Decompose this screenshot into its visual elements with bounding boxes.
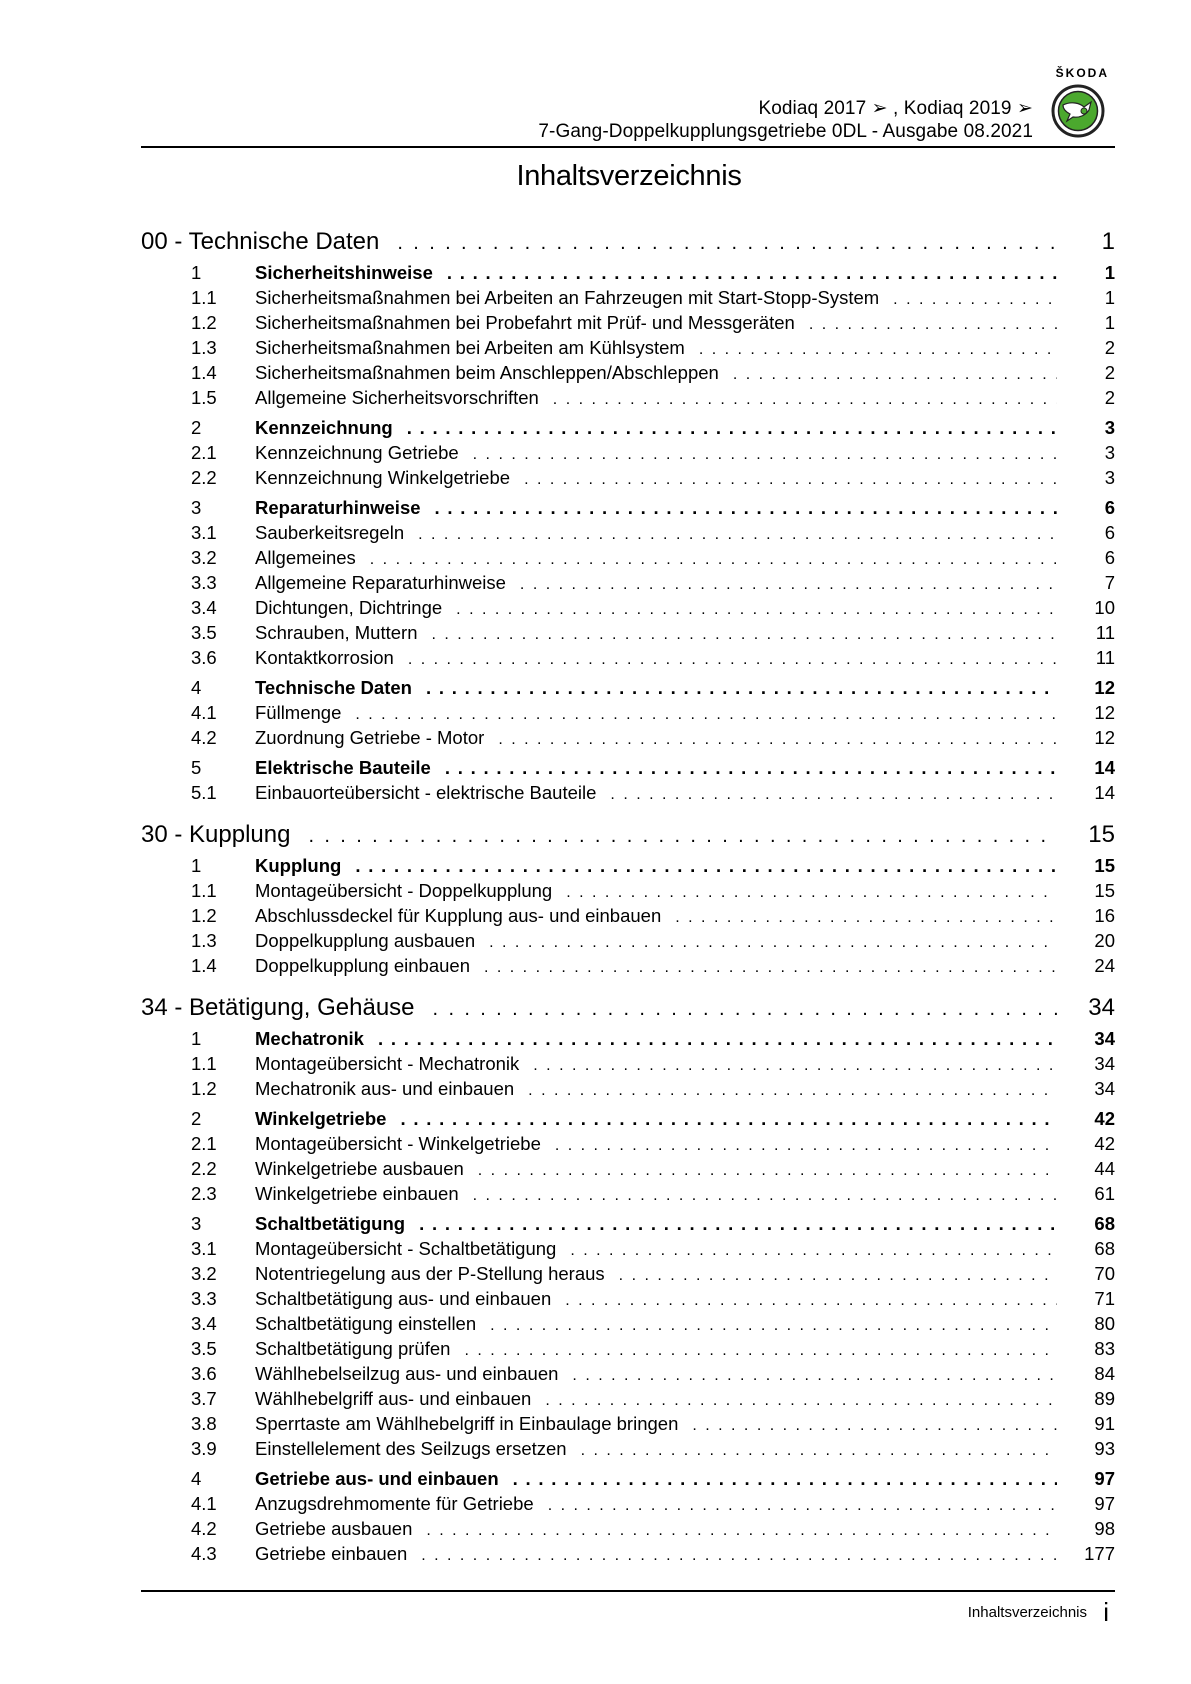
- toc-entry-number: 2.2: [191, 467, 217, 488]
- toc-entry-number: 2.2: [191, 1158, 217, 1179]
- toc-sub-row[interactable]: [191, 880, 1115, 905]
- toc-sub-row[interactable]: [191, 547, 1115, 572]
- toc-entry-number: 2.1: [191, 1133, 217, 1154]
- toc-section-row[interactable]: [191, 497, 1115, 522]
- toc-entry-number: 3.6: [191, 1363, 217, 1384]
- toc-entry-page[interactable]: 2: [1104, 362, 1115, 383]
- toc-entry-page[interactable]: 84: [1094, 1363, 1115, 1384]
- footer-label: Inhaltsverzeichnis: [967, 1604, 1087, 1621]
- toc-entry-title[interactable]: Doppelkupplung ausbauen: [255, 930, 476, 951]
- toc-entry-title[interactable]: Getriebe ausbauen: [255, 1518, 413, 1539]
- dot-leader: [528, 1082, 1057, 1100]
- toc-entry-title[interactable]: Schrauben, Muttern: [255, 622, 418, 643]
- toc-section-row[interactable]: [191, 855, 1115, 880]
- toc-entry-title[interactable]: Winkelgetriebe: [255, 1108, 387, 1129]
- dot-leader: [619, 1267, 1057, 1285]
- toc-entry-page[interactable]: 42: [1094, 1108, 1115, 1129]
- toc-entry-page[interactable]: 11: [1095, 622, 1115, 643]
- toc-entry-title[interactable]: Kennzeichnung: [255, 417, 393, 438]
- dot-leader: [572, 1367, 1057, 1385]
- dot-leader: [378, 1028, 1057, 1050]
- dot-leader: [397, 232, 1057, 255]
- toc-sub-row[interactable]: [191, 442, 1115, 467]
- dot-leader: [490, 1317, 1057, 1335]
- toc-entry-number: 1.2: [191, 312, 217, 333]
- toc-sub-row[interactable]: [191, 1288, 1115, 1313]
- dot-leader: [489, 934, 1057, 952]
- toc-entry-number: 1.4: [191, 955, 217, 976]
- toc-entry-title[interactable]: Kontaktkorrosion: [255, 647, 394, 668]
- dot-leader: [484, 959, 1057, 977]
- page-title: Inhaltsverzeichnis: [516, 160, 742, 192]
- toc-entry-title[interactable]: Allgemeine Sicherheitsvorschriften: [255, 387, 539, 408]
- toc-entry-page[interactable]: 68: [1094, 1238, 1115, 1259]
- dot-leader: [426, 1522, 1057, 1540]
- toc-entry-page[interactable]: 89: [1094, 1388, 1115, 1409]
- toc-entry-number: 2: [191, 417, 202, 438]
- toc-entry-number: 4.1: [191, 1493, 217, 1514]
- toc-entry-number: 3: [191, 1213, 202, 1234]
- toc-entry-page[interactable]: 34: [1094, 1078, 1115, 1099]
- toc-section-row[interactable]: [191, 417, 1115, 442]
- toc-entry-number: 3.6: [191, 647, 217, 668]
- toc-entry-title[interactable]: Sperrtaste am Wählhebelgriff in Einbaulage bringen: [255, 1413, 679, 1434]
- dot-leader: [545, 1392, 1057, 1410]
- toc-sub-row[interactable]: [191, 362, 1115, 387]
- toc-sub-row[interactable]: [191, 1438, 1115, 1463]
- toc-sub-row[interactable]: [191, 312, 1115, 337]
- page-header: [141, 66, 1115, 148]
- toc-sub-row[interactable]: [191, 1413, 1115, 1438]
- toc-entry-page[interactable]: 61: [1094, 1183, 1115, 1204]
- header-models: Kodiaq 2017 ➢ , Kodiaq 2019 ➢: [758, 98, 1033, 119]
- toc-entry-page[interactable]: 71: [1094, 1288, 1115, 1309]
- toc-entry-page[interactable]: 93: [1094, 1438, 1115, 1459]
- toc-entry-number: 1: [191, 855, 202, 876]
- toc-entry-title[interactable]: Schaltbetätigung aus- und einbauen: [255, 1288, 552, 1309]
- toc-sub-row[interactable]: [191, 727, 1115, 752]
- toc-entry-number: 3.2: [191, 547, 217, 568]
- toc-entry-title[interactable]: Wählhebelgriff aus- und einbauen: [255, 1388, 532, 1409]
- dot-leader: [520, 576, 1057, 594]
- toc-entry-number: 1.1: [191, 880, 217, 901]
- toc-entry-title[interactable]: Schaltbetätigung einstellen: [255, 1313, 477, 1334]
- toc-entry-page[interactable]: 14: [1094, 782, 1115, 803]
- toc-entry-number: 2: [191, 1108, 202, 1129]
- toc-entry-page[interactable]: 14: [1094, 757, 1115, 778]
- toc-sub-row[interactable]: [191, 1493, 1115, 1518]
- toc-entry-page[interactable]: 10: [1094, 597, 1115, 618]
- toc-chapter-row[interactable]: [141, 228, 1115, 260]
- toc-sub-row[interactable]: [191, 702, 1115, 727]
- toc-entry-title[interactable]: Kennzeichnung Winkelgetriebe: [255, 467, 511, 488]
- toc-sub-row[interactable]: [191, 955, 1115, 980]
- toc-entry-title[interactable]: Elektrische Bauteile: [255, 757, 431, 778]
- toc-entry-number: 4.2: [191, 1518, 217, 1539]
- toc-entry-page[interactable]: 12: [1094, 727, 1115, 748]
- dot-leader: [675, 909, 1057, 927]
- toc-sub-row[interactable]: [191, 647, 1115, 672]
- dot-leader: [893, 291, 1057, 309]
- toc-sub-row[interactable]: [191, 1238, 1115, 1263]
- dot-leader: [548, 1497, 1057, 1515]
- toc-entry-page[interactable]: 7: [1104, 572, 1115, 593]
- toc-entry-title[interactable]: Schaltbetätigung prüfen: [255, 1338, 451, 1359]
- toc-entry-number: 2.1: [191, 442, 217, 463]
- header-rule: [141, 146, 1115, 148]
- toc-entry-page[interactable]: 16: [1094, 905, 1115, 926]
- toc-entry-page[interactable]: 24: [1094, 955, 1115, 976]
- toc-entry-number: 3: [191, 497, 202, 518]
- toc-sub-row[interactable]: [191, 1363, 1115, 1388]
- toc-entry-page[interactable]: 1: [1104, 287, 1115, 308]
- dot-leader: [447, 262, 1057, 284]
- toc-entry-number: 3.3: [191, 572, 217, 593]
- toc-entry-title[interactable]: Schaltbetätigung: [255, 1213, 406, 1234]
- toc-entry-page[interactable]: 20: [1094, 930, 1115, 951]
- toc-entry-page[interactable]: 91: [1094, 1413, 1115, 1434]
- dot-leader: [533, 1057, 1057, 1075]
- toc-sub-row[interactable]: [191, 1053, 1115, 1078]
- toc-entry-page[interactable]: 70: [1094, 1263, 1115, 1284]
- toc-entry-number: 2.3: [191, 1183, 217, 1204]
- toc-entry-number: 4.2: [191, 727, 217, 748]
- toc-sub-row[interactable]: [191, 1078, 1115, 1103]
- footer-page-number: i: [1103, 1597, 1109, 1627]
- toc-sub-row[interactable]: [191, 467, 1115, 492]
- dot-leader: [565, 1292, 1057, 1310]
- dot-leader: [370, 551, 1057, 569]
- dot-leader: [809, 316, 1057, 334]
- toc-entry-title[interactable]: 00 - Technische Daten: [141, 228, 380, 255]
- toc-entry-title[interactable]: 34 - Betätigung, Gehäuse: [141, 994, 415, 1021]
- toc-section-row[interactable]: [191, 757, 1115, 782]
- toc-entry-page[interactable]: 12: [1094, 702, 1115, 723]
- skoda-logo-icon: [1051, 84, 1105, 138]
- toc-entry-title[interactable]: Reparaturhinweise: [255, 497, 421, 518]
- dot-leader: [553, 391, 1057, 409]
- toc-entry-title[interactable]: Montageübersicht - Mechatronik: [255, 1053, 520, 1074]
- dot-leader: [419, 1213, 1057, 1235]
- toc-entry-title[interactable]: Montageübersicht - Doppelkupplung: [255, 880, 553, 901]
- toc-entry-page[interactable]: 12: [1094, 677, 1115, 698]
- dot-leader: [308, 825, 1057, 848]
- toc-entry-number: 5.1: [191, 782, 217, 803]
- toc-entry-page[interactable]: 2: [1104, 387, 1115, 408]
- dot-leader: [431, 626, 1057, 644]
- dot-leader: [400, 1108, 1057, 1130]
- toc-entry-page[interactable]: 2: [1104, 337, 1115, 358]
- dot-leader: [456, 601, 1057, 619]
- toc-entry-page[interactable]: 44: [1094, 1158, 1115, 1179]
- toc-section-row[interactable]: [191, 262, 1115, 287]
- toc-entry-number: 3.5: [191, 1338, 217, 1359]
- toc-entry-number: 1.1: [191, 287, 217, 308]
- toc-sub-row[interactable]: [191, 1133, 1115, 1158]
- toc-entry-number: 1.2: [191, 905, 217, 926]
- toc-entry-page[interactable]: 97: [1094, 1493, 1115, 1514]
- toc-entry-page[interactable]: 1: [1104, 262, 1115, 283]
- toc-entry-number: 1.2: [191, 1078, 217, 1099]
- toc-entry-page[interactable]: 42: [1094, 1133, 1115, 1154]
- toc-sub-row[interactable]: [191, 1338, 1115, 1363]
- toc-sub-row[interactable]: [191, 930, 1115, 955]
- toc-entry-title[interactable]: Zuordnung Getriebe - Motor: [255, 727, 485, 748]
- toc-entry-title[interactable]: Sicherheitsmaßnahmen beim Anschleppen/Abschleppen: [255, 362, 719, 383]
- toc-entry-page[interactable]: 68: [1094, 1213, 1115, 1234]
- toc-sub-row[interactable]: [191, 572, 1115, 597]
- toc-sub-row[interactable]: [191, 287, 1115, 312]
- toc-sub-row[interactable]: [191, 1543, 1115, 1568]
- dot-leader: [445, 757, 1057, 779]
- dot-leader: [433, 998, 1057, 1021]
- toc-section-row[interactable]: [191, 1028, 1115, 1053]
- toc-sub-row[interactable]: [191, 622, 1115, 647]
- table-of-contents: [141, 228, 1115, 1568]
- toc-entry-number: 5: [191, 757, 202, 778]
- toc-entry-page[interactable]: 1: [1101, 228, 1115, 255]
- dot-leader: [555, 1137, 1057, 1155]
- toc-entry-title[interactable]: Wählhebelseilzug aus- und einbauen: [255, 1363, 559, 1384]
- toc-entry-title[interactable]: Getriebe aus- und einbauen: [255, 1468, 499, 1489]
- toc-sub-row[interactable]: [191, 1313, 1115, 1338]
- toc-entry-title[interactable]: Dichtungen, Dichtringe: [255, 597, 443, 618]
- toc-sub-row[interactable]: [191, 905, 1115, 930]
- toc-entry-title[interactable]: Sicherheitsmaßnahmen bei Arbeiten an Fahrzeugen mit Start-Stopp-System: [255, 287, 880, 308]
- toc-section-row[interactable]: [191, 1108, 1115, 1133]
- toc-entry-number: 3.1: [191, 1238, 217, 1259]
- toc-entry-title[interactable]: Montageübersicht - Winkelgetriebe: [255, 1133, 541, 1154]
- toc-entry-number: 3.8: [191, 1413, 217, 1434]
- toc-entry-title[interactable]: Sicherheitsmaßnahmen bei Arbeiten am Kühlsystem: [255, 337, 685, 358]
- toc-entry-page[interactable]: 15: [1094, 855, 1115, 876]
- toc-entry-number: 3.4: [191, 597, 217, 618]
- toc-sub-row[interactable]: [191, 782, 1115, 807]
- dot-leader: [473, 446, 1057, 464]
- toc-entry-title[interactable]: Kennzeichnung Getriebe: [255, 442, 459, 463]
- toc-entry-page[interactable]: 15: [1094, 880, 1115, 901]
- toc-entry-number: 3.9: [191, 1438, 217, 1459]
- toc-section-row[interactable]: [191, 1213, 1115, 1238]
- toc-entry-page[interactable]: 1: [1104, 312, 1115, 333]
- toc-entry-page[interactable]: 6: [1104, 497, 1115, 518]
- dot-leader: [699, 341, 1057, 359]
- toc-sub-row[interactable]: [191, 597, 1115, 622]
- toc-entry-title[interactable]: 30 - Kupplung: [141, 821, 291, 848]
- toc-entry-title[interactable]: Mechatronik aus- und einbauen: [255, 1078, 515, 1099]
- toc-entry-title[interactable]: Technische Daten: [255, 677, 412, 698]
- toc-entry-page[interactable]: 6: [1104, 522, 1115, 543]
- toc-entry-title[interactable]: Allgemeine Reparaturhinweise: [255, 572, 506, 593]
- toc-entry-number: 1: [191, 262, 202, 283]
- toc-entry-number: 4: [191, 677, 202, 698]
- toc-entry-title[interactable]: Sicherheitshinweise: [255, 262, 433, 283]
- toc-entry-page[interactable]: 177: [1084, 1543, 1115, 1564]
- dot-leader: [478, 1162, 1057, 1180]
- dot-leader: [426, 677, 1057, 699]
- toc-entry-number: 1.1: [191, 1053, 217, 1074]
- dot-leader: [421, 1547, 1057, 1565]
- toc-entry-title[interactable]: Sicherheitsmaßnahmen bei Probefahrt mit Prüf- und Messgeräten: [255, 312, 795, 333]
- toc-chapter-row[interactable]: [141, 821, 1115, 853]
- dot-leader: [498, 731, 1057, 749]
- toc-entry-title[interactable]: Einbauorteübersicht - elektrische Bauteile: [255, 782, 597, 803]
- toc-entry-number: 3.1: [191, 522, 217, 543]
- toc-entry-page[interactable]: 3: [1104, 442, 1115, 463]
- toc-entry-title[interactable]: Getriebe einbauen: [255, 1543, 408, 1564]
- toc-entry-title[interactable]: Sauberkeitsregeln: [255, 522, 405, 543]
- toc-entry-page[interactable]: 6: [1104, 547, 1115, 568]
- toc-entry-title[interactable]: Einstellelement des Seilzugs ersetzen: [255, 1438, 567, 1459]
- toc-entry-number: 1: [191, 1028, 202, 1049]
- dot-leader: [733, 366, 1057, 384]
- toc-entry-number: 4.3: [191, 1543, 217, 1564]
- toc-entry-page[interactable]: 98: [1094, 1518, 1115, 1539]
- toc-entry-number: 4.1: [191, 702, 217, 723]
- toc-entry-page[interactable]: 97: [1094, 1468, 1115, 1489]
- toc-entry-number: 3.7: [191, 1388, 217, 1409]
- toc-entry-number: 1.3: [191, 930, 217, 951]
- toc-chapter-row[interactable]: [141, 994, 1115, 1026]
- brand-wordmark: ŠKODA: [1055, 66, 1109, 80]
- toc-entry-page[interactable]: 34: [1094, 1053, 1115, 1074]
- dot-leader: [464, 1342, 1057, 1360]
- dot-leader: [513, 1468, 1057, 1490]
- toc-entry-title[interactable]: Doppelkupplung einbauen: [255, 955, 470, 976]
- toc-sub-row[interactable]: [191, 1183, 1115, 1208]
- dot-leader: [418, 526, 1057, 544]
- toc-entry-page[interactable]: 80: [1094, 1313, 1115, 1334]
- toc-entry-page[interactable]: 15: [1088, 821, 1115, 848]
- toc-entry-title[interactable]: Mechatronik: [255, 1028, 364, 1049]
- dot-leader: [408, 651, 1057, 669]
- toc-entry-title[interactable]: Anzugsdrehmomente für Getriebe: [255, 1493, 534, 1514]
- toc-sub-row[interactable]: [191, 337, 1115, 362]
- toc-entry-number: 1.3: [191, 337, 217, 358]
- dot-leader: [407, 417, 1057, 439]
- dot-leader: [435, 497, 1057, 519]
- toc-entry-page[interactable]: 3: [1104, 417, 1115, 438]
- toc-entry-page[interactable]: 34: [1094, 1028, 1115, 1049]
- header-subtitle: 7-Gang-Doppelkupplungsgetriebe 0DL - Ausgabe 08.2021: [538, 121, 1033, 142]
- toc-entry-page[interactable]: 11: [1095, 647, 1115, 668]
- toc-entry-number: 3.3: [191, 1288, 217, 1309]
- dot-leader: [566, 884, 1057, 902]
- toc-entry-number: 3.5: [191, 622, 217, 643]
- toc-entry-title[interactable]: Allgemeines: [255, 547, 356, 568]
- toc-sub-row[interactable]: [191, 1388, 1115, 1413]
- toc-sub-row[interactable]: [191, 387, 1115, 412]
- toc-sub-row[interactable]: [191, 1158, 1115, 1183]
- dot-leader: [570, 1242, 1057, 1260]
- toc-sub-row[interactable]: [191, 522, 1115, 547]
- toc-entry-number: 4: [191, 1468, 202, 1489]
- toc-entry-title[interactable]: Abschlussdeckel für Kupplung aus- und einbauen: [255, 905, 662, 926]
- toc-entry-page[interactable]: 83: [1094, 1338, 1115, 1359]
- toc-entry-title[interactable]: Notentriegelung aus der P-Stellung heraus: [255, 1263, 605, 1284]
- dot-leader: [473, 1187, 1057, 1205]
- toc-entry-title[interactable]: Montageübersicht - Schaltbetätigung: [255, 1238, 557, 1259]
- toc-sub-row[interactable]: [191, 1518, 1115, 1543]
- dot-leader: [692, 1417, 1057, 1435]
- toc-entry-page[interactable]: 34: [1088, 994, 1115, 1021]
- toc-section-row[interactable]: [191, 677, 1115, 702]
- dot-leader: [355, 855, 1057, 877]
- dot-leader: [524, 471, 1057, 489]
- toc-entry-number: 1.5: [191, 387, 217, 408]
- toc-section-row[interactable]: [191, 1468, 1115, 1493]
- dot-leader: [610, 786, 1057, 804]
- toc-entry-number: 3.4: [191, 1313, 217, 1334]
- toc-sub-row[interactable]: [191, 1263, 1115, 1288]
- dot-leader: [581, 1442, 1057, 1460]
- toc-entry-title[interactable]: Füllmenge: [255, 702, 342, 723]
- dot-leader: [355, 706, 1057, 724]
- footer-rule: [141, 1590, 1115, 1592]
- toc-entry-number: 3.2: [191, 1263, 217, 1284]
- toc-entry-title[interactable]: Winkelgetriebe einbauen: [255, 1183, 459, 1204]
- toc-entry-page[interactable]: 3: [1104, 467, 1115, 488]
- toc-entry-title[interactable]: Kupplung: [255, 855, 342, 876]
- toc-entry-number: 1.4: [191, 362, 217, 383]
- toc-entry-title[interactable]: Winkelgetriebe ausbauen: [255, 1158, 464, 1179]
